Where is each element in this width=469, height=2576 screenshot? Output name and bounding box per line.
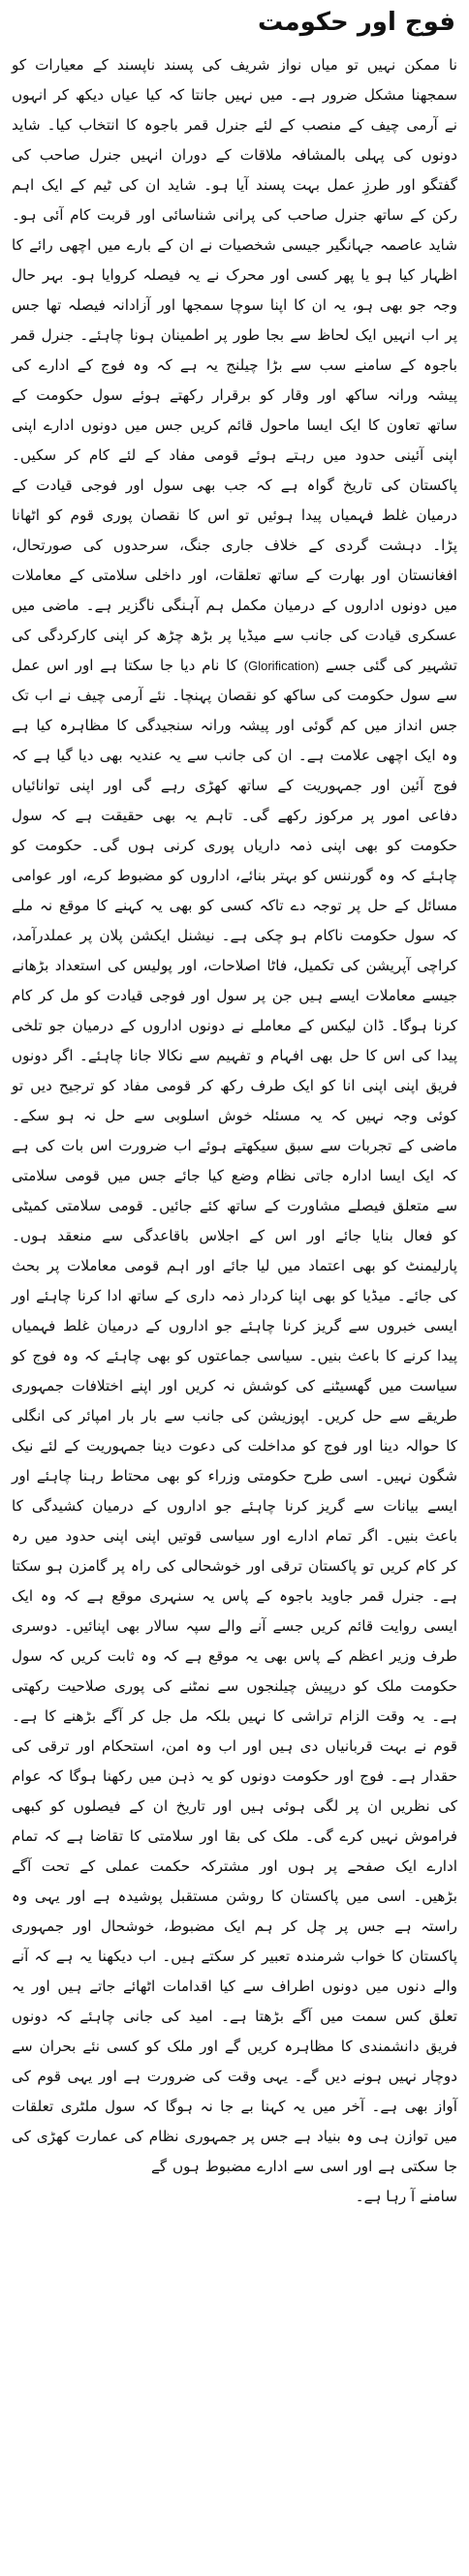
- article-body-part-2: کا نام دیا جا سکتا ہے اور اس عمل سے سول حکومت کی ساکھ کو نقصان پہنچا۔ نئے آرمی چیف نے اب تک جس انداز میں کم گوئی اور پیشہ ورانہ سنجیدگی کا مظاہرہ کیا ہے وہ ایک اچھی علامت ہے۔ ان کی جانب سے یہ عندیہ بھی دیا گیا ہے کہ فوج آئین اور جمہوریت کے ساتھ کھڑی رہے گی اور اپنی توانائیاں دفاعی امور پر مرکوز رکھے گی۔ تاہم یہ بھی حقیقت ہے کہ سول حکومت کو بھی اپنی ذمہ داریاں پوری کرنی ہوں گی۔ حکومت کو چاہئے کہ وہ گورننس کو بہتر بنائے، اداروں کو مضبوط کرے، اور عوامی مسائل کے حل پر توجہ دے تاکہ کسی کو بھی یہ کہنے کا موقع نہ ملے کہ سول حکومت ناکام ہو چکی ہے۔ نیشنل ایکشن پلان پر عملدرآمد، کراچی آپریشن کی تکمیل، فاٹا اصلاحات، اور پولیس کی استعداد بڑھانے جیسے معاملات ایسے ہیں جن پر سول اور فوجی قیادت کو مل کر کام کرنا ہوگا۔ ڈان لیکس کے معاملے نے دونوں اداروں کے درمیان جو تلخی پیدا کی اس کا حل بھی افہام و تفہیم سے نکالا جانا چاہئے۔ اگر دونوں فریق اپنی اپنی انا کو ایک طرف رکھ کر قومی مفاد کو ترجیح دیں تو کوئی وجہ نہیں کہ یہ مسئلہ خوش اسلوبی سے حل نہ ہو سکے۔ ماضی کے تجربات سے سبق سیکھتے ہوئے اب ضرورت اس بات کی ہے کہ ایک ایسا ادارہ جاتی نظام وضع کیا جائے جس میں قومی سلامتی سے متعلق فیصلے مشاورت کے ساتھ کئے جائیں۔ قومی سلامتی کمیٹی کو فعال بنایا جائے اور اس کے اجلاس باقاعدگی سے منعقد ہوں۔ پارلیمنٹ کو بھی اعتماد میں لیا جائے اور اہم قومی معاملات پر بحث کی جائے۔ میڈیا کو بھی اپنا کردار ذمہ داری کے ساتھ ادا کرنا چاہئے اور ایسی خبروں سے گریز کرنا چاہئے جو اداروں کے درمیان غلط فہمیاں پیدا کرنے کا باعث بنیں۔ سیاسی جماعتوں کو بھی چاہئے کہ وہ فوج کو سیاست میں گھسیٹنے کی کوشش نہ کریں اور اپنے اختلافات جمہوری طریقے سے حل کریں۔ اپوزیشن کی جانب سے بار بار امپائر کی انگلی کا حوالہ دینا اور فوج کو مداخلت کی دعوت دینا جمہوریت کے لئے نیک شگون نہیں۔ اسی طرح حکومتی وزراء کو بھی محتاط رہنا چاہئے اور ایسے بیانات سے گریز کرنا چاہئے جو اداروں کے درمیان کشیدگی کا باعث بنیں۔ اگر تمام ادارے اور سیاسی قوتیں اپنی اپنی حدود میں رہ کر کام کریں تو پاکستان ترقی اور خوشحالی کی راہ پر گامزن ہو سکتا ہے۔ جنرل قمر جاوید باجوہ کے پاس یہ سنہری موقع ہے کہ وہ ایک ایسی روایت قائم کریں جسے آنے والے سپہ سالار بھی اپنائیں۔ دوسری طرف وزیر اعظم کے پاس بھی یہ موقع ہے کہ وہ ثابت کریں کہ سول حکومت ملک کو درپیش چیلنجوں سے نمٹنے کی پوری صلاحیت رکھتی ہے۔ یہ وقت الزام تراشی کا نہیں بلکہ مل جل کر آگے بڑھنے کا ہے۔ قوم نے بہت قربانیاں دی ہیں اور اب وہ امن، استحکام اور ترقی کی حقدار ہے۔ فوج اور حکومت دونوں کو یہ ذہن میں رکھنا ہوگا کہ عوام کی نظریں ان پر لگی ہوئی ہیں اور تاریخ ان کے فیصلوں کو کبھی فراموش نہیں کرے گی۔ ملک کی بقا اور سلامتی کا تقاضا ہے کہ تمام ادارے ایک صفحے پر ہوں اور مشترکہ حکمت عملی کے تحت آگے بڑھیں۔ اسی میں پاکستان کا روشن مستقبل پوشیدہ ہے اور یہی وہ راستہ ہے جس پر چل کر ہم ایک مضبوط، خوشحال اور جمہوری پاکستان کا خواب شرمندہ تعبیر کر سکتے ہیں۔ اب دیکھنا یہ ہے کہ آنے والے دنوں میں دونوں اطراف سے کیا اقدامات اٹھائے جاتے ہیں اور یہ تعلق کس سمت میں آگے بڑھتا ہے۔ امید کی جانی چاہئے کہ دونوں فریق دانشمندی کا مظاہرہ کریں گے اور ملک کو کسی نئے بحران سے دوچار نہیں ہونے دیں گے۔ یہی وقت کی ضرورت ہے اور یہی قوم کی آواز بھی ہے۔ آخر میں یہ کہنا بے جا نہ ہوگا کہ سول ملٹری تعلقات میں توازن ہی وہ بنیاد ہے جس پر جمہوری نظام کی عمارت کھڑی کی جا سکتی ہے اور اسی سے ادارے مضبوط ہوں گے: [12, 657, 457, 2175]
- article-closing-line: سامنے آ رہا ہے۔: [355, 2188, 457, 2205]
- article-headline: فوج اور حکومت: [258, 8, 455, 37]
- article-body: [10, 50, 459, 2182]
- inline-english-term: (Glorification): [243, 659, 320, 673]
- article-body-part-1: نا ممکن نہیں تو میاں نواز شریف کی پسند ناپسند کے معیارات کو سمجھنا مشکل ضرور ہے۔ میں نہیں جانتا کہ کیا عیاں دیکھ کر انہوں نے آرمی چیف کے منصب کے لئے جنرل قمر باجوہ کا انتخاب کیا۔ شاید دونوں کی پہلی بالمشافہ ملاقات کے دوران انہیں جنرل صاحب کی گفتگو اور طرزِ عمل بہت پسند آیا ہو۔ شاید ان کی ٹیم کے ایک اہم رکن کے ساتھ جنرل صاحب کی پرانی شناسائی اور قربت کام آئی ہو۔ شاید عاصمہ جہانگیر جیسی شخصیات نے ان کے بارے میں اچھی رائے کا اظہار کیا ہو یا پھر کسی اور محرک نے یہ فیصلہ کروایا ہو۔ بہر حال وجہ جو بھی ہو، یہ ان کا اپنا سوچا سمجھا اور آزادانہ فیصلہ تھا جس پر اب انہیں ایک لحاظ سے بجا طور پر اطمینان ہونا چاہئے۔ جنرل قمر باجوہ کے سامنے سب سے بڑا چیلنج یہ ہے کہ وہ فوج کے ادارے کی پیشہ ورانہ ساکھ اور وقار کو برقرار رکھتے ہوئے سول حکومت کے ساتھ تعاون کا ایک ایسا ماحول قائم کریں جس میں دونوں ادارے اپنی اپنی آئینی حدود میں رہتے ہوئے قومی مفاد کے لئے کام کر سکیں۔ پاکستان کی تاریخ گواہ ہے کہ جب بھی سول اور فوجی قیادت کے درمیان غلط فہمیاں پیدا ہوئیں تو اس کا نقصان پوری قوم کو اٹھانا پڑا۔ دہشت گردی کے خلاف جاری جنگ، سرحدوں کی صورتحال، افغانستان اور بھارت کے ساتھ تعلقات، اور داخلی سلامتی کے معاملات میں دونوں اداروں کے درمیان مکمل ہم آہنگی ناگزیر ہے۔ ماضی میں عسکری قیادت کی جانب سے میڈیا پر بڑھ چڑھ کر اپنی کارکردگی کی تشہیر کی گئی جسے: [12, 56, 458, 674]
